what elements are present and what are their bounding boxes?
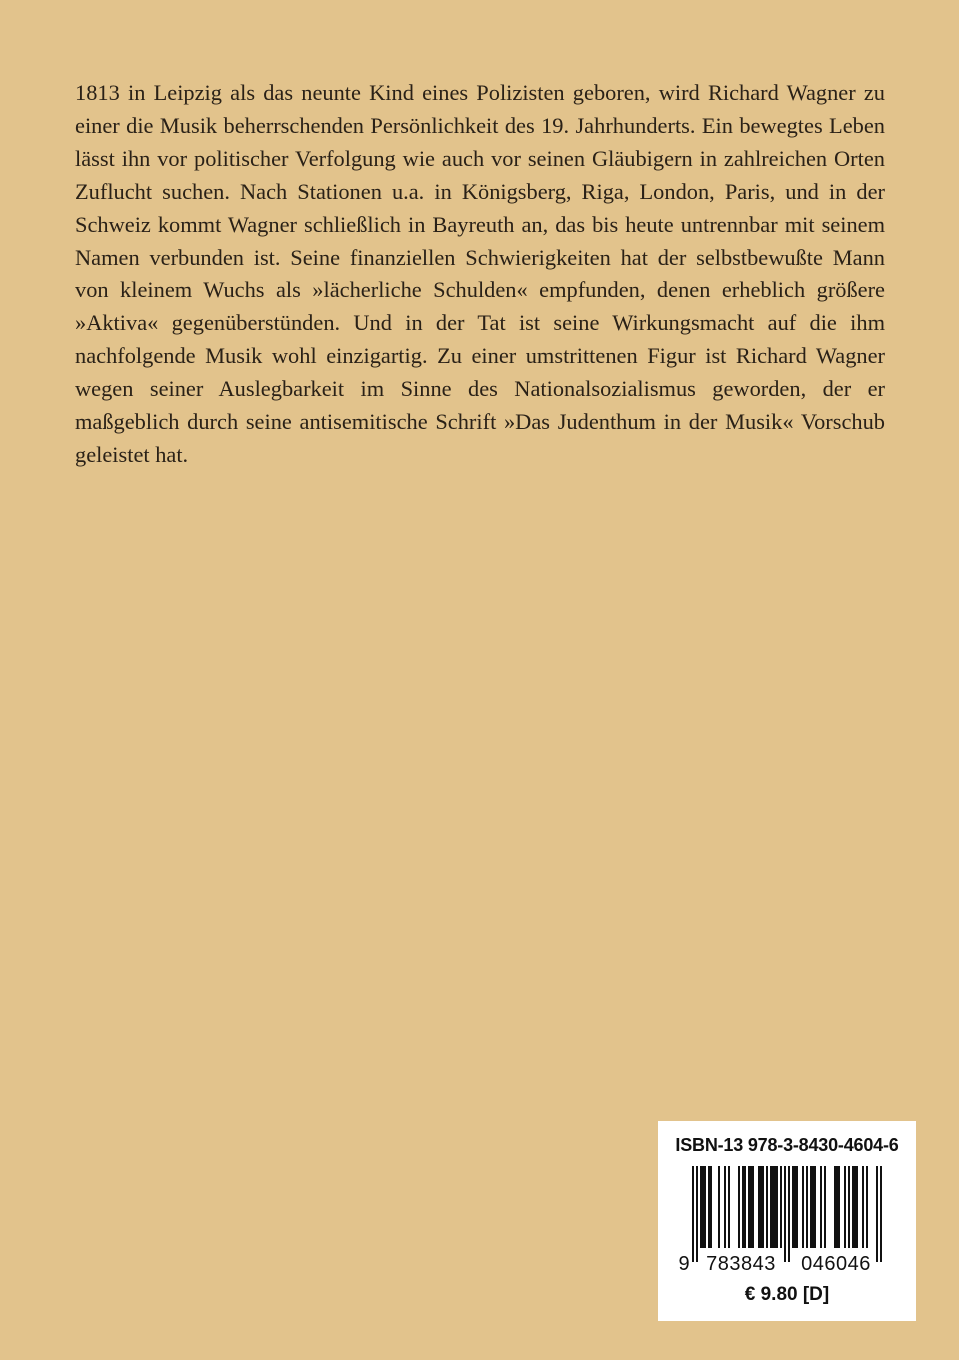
barcode-bar-7 [738, 1166, 740, 1248]
barcode-bar-22 [834, 1166, 840, 1248]
price: € 9.80 [D] [744, 1284, 830, 1305]
barcode-guard-bar [692, 1166, 694, 1262]
barcode-guard-bar [696, 1166, 698, 1262]
barcode-bar-27 [866, 1166, 868, 1248]
barcode-bar-19 [810, 1166, 816, 1248]
barcode-digit-first: 9 [678, 1253, 690, 1275]
barcode-bar-12 [770, 1166, 778, 1248]
barcode-guard-bar [876, 1166, 878, 1262]
barcode-bars [692, 1166, 882, 1262]
isbn-number: ISBN-13 978-3-8430-4604-6 [675, 1135, 899, 1155]
barcode-bar-26 [862, 1166, 864, 1248]
barcode-bar-17 [802, 1166, 804, 1248]
barcode-label [658, 1121, 916, 1321]
barcode-guard-bar [788, 1166, 790, 1262]
barcode-bar-10 [758, 1166, 764, 1248]
barcode-digits-right: 046046 [801, 1253, 871, 1275]
barcode-bar-21 [824, 1166, 826, 1248]
barcode [678, 1166, 896, 1278]
barcode-bar-18 [806, 1166, 808, 1248]
barcode-bar-3 [708, 1166, 712, 1248]
blurb-text: 1813 in Leipzig als das neunte Kind eines Polizisten geboren, wird Richard Wagner zu einer die Musik beherrschenden Persönlichkeit des 19. Jahrhunderts. Ein bewegtes Leben lässt ihn vor politischer Verfolgung wie auch vor seinen Gläubigern in zahlreichen Orten Zuflucht suchen. Nach Stationen u.a. in Königsberg, Riga, London, Paris, und in der Schweiz kommt Wagner schließlich in Bayreuth an, das bis heute untrennbar mit seinem Namen verbunden ist. Seine finanziellen Schwierigkeiten hat der selbstbewußte Mann von kleinem Wuchs als »lächerliche Schulden« empfunden, denen erheblich größere »Aktiva« gegenüberstünden. Und in der Tat ist seine Wirkungsmacht auf die ihm nachfolgende Musik wohl einzigartig. Zu einer umstrittenen Figur ist Richard Wagner wegen seiner Auslegbarkeit im Sinne des Nationalsozialismus geworden, der er maßgeblich durch seine antisemitische Schrift »Das Judenthum in der Musik« Vorschub geleistet hat. [75, 80, 885, 467]
barcode-bar-2 [700, 1166, 706, 1248]
barcode-bar-24 [848, 1166, 850, 1248]
barcode-bar-5 [724, 1166, 726, 1248]
barcode-guard-bar [784, 1166, 786, 1262]
barcode-bar-4 [718, 1166, 720, 1248]
barcode-bar-16 [792, 1166, 798, 1248]
barcode-bar-20 [820, 1166, 822, 1248]
barcode-bar-9 [748, 1166, 754, 1248]
barcode-digits-left: 783843 [706, 1253, 776, 1275]
barcode-bar-23 [844, 1166, 846, 1248]
barcode-bar-6 [728, 1166, 730, 1248]
barcode-bar-8 [742, 1166, 746, 1248]
barcode-bar-25 [852, 1166, 858, 1248]
barcode-guard-bar [880, 1166, 882, 1262]
barcode-bar-13 [780, 1166, 782, 1248]
barcode-bar-11 [766, 1166, 768, 1248]
